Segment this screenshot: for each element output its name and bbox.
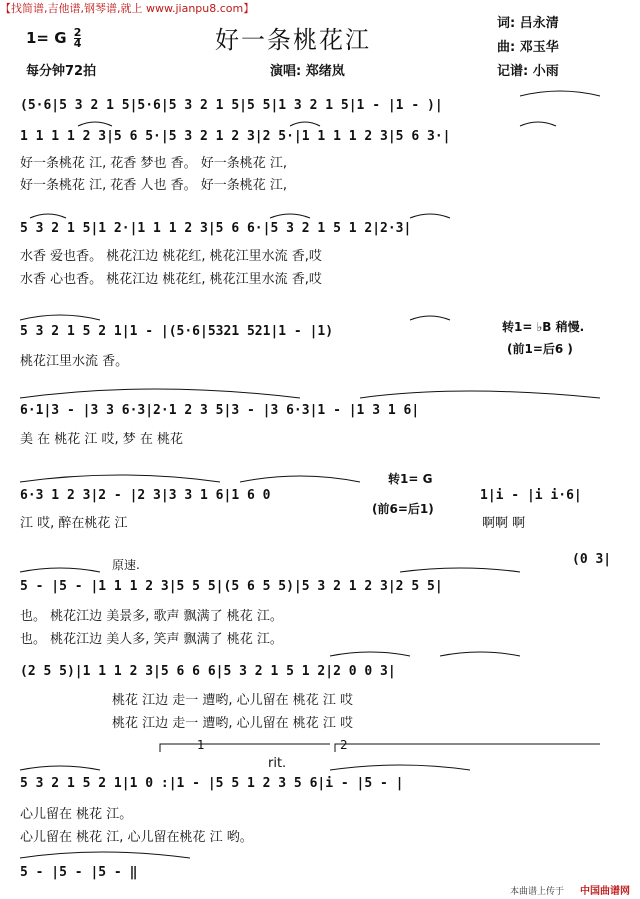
lyrics-row-8-verse-2: 心儿留在 桃花 江, 心儿留在桃花 江 哟。	[20, 830, 253, 845]
key-change-annotation: 转1= ♭B 稍慢.	[502, 320, 585, 334]
lyrics-row-4: 美 在 桃花 江 哎, 梦 在 桃花	[20, 432, 184, 447]
notation-row-0: (5·6|5 3 2 1 5|5·6|5 3 2 1 5|5 5|1 3 2 1 5|1 - |1 - )|	[20, 98, 443, 113]
key-change-detail: (前1=后6 )	[507, 342, 573, 356]
notation-row-5-tail: 1|i - |i i·6|	[480, 488, 582, 503]
slur-row-6a	[20, 568, 100, 572]
slur-row-9	[20, 852, 190, 858]
notation-row-9: 5 - |5 - |5 - ‖	[20, 865, 138, 880]
banner-link-jianpu[interactable]: 找简谱	[11, 2, 44, 15]
slur-row-4b	[360, 391, 600, 398]
site-logo: 中国曲谱网	[580, 886, 630, 897]
slur-row-5b	[240, 476, 360, 482]
notation-row-2: 5 3 2 1 5|1 2·|1 1 1 2 3|5 6 6·|5 3 2 1 5 1 2|2·3|	[20, 221, 412, 236]
lyrics-row-5-tail: 啊啊 啊	[482, 516, 526, 531]
lyrics-row-7-verse-2: 桃花 江边 走一 遭哟, 心儿留在 桃花 江 哎	[112, 716, 354, 731]
lyrics-row-1-verse-1: 好一条桃花 江, 花香 梦也 香。 好一条桃花 江,	[20, 156, 288, 171]
lyrics-row-3: 桃花江里水流 香。	[20, 354, 129, 369]
tempo-resume-annotation: 原速.	[112, 558, 140, 572]
slur-row-4a	[20, 389, 300, 398]
lyrics-row-6-verse-1: 也。 桃花江边 美景多, 歌声 飘满了 桃花 江。	[20, 609, 283, 624]
slur-row-1b	[290, 122, 320, 126]
notation-row-6: 5 - |5 - |1 1 1 2 3|5 5 5|(5 6 5 5)|5 3 2 1 2 3|2 5 5|	[20, 579, 443, 594]
notation-row-5: 6·3 1 2 3|2 - |2 3|3 3 1 6|1 6 0	[20, 488, 271, 503]
pickup-notes: (0 3|	[572, 552, 612, 567]
volta-2-label: 2	[340, 738, 348, 752]
slur-row-3b	[410, 316, 450, 320]
lyrics-row-5: 江 哎, 醉在桃花 江	[20, 516, 128, 531]
ritardando-mark: rit.	[268, 756, 287, 771]
key-text: 1= G	[26, 29, 67, 47]
site-banner: 【找简谱,吉他谱,钢琴谱,就上 www.jianpu8.com】	[0, 2, 255, 15]
slur-row-7b	[440, 652, 520, 656]
banner-link-piano[interactable]: 钢琴谱	[84, 2, 117, 15]
transcriber: 记谱: 小雨	[497, 64, 559, 79]
banner-link-guitar[interactable]: 吉他谱	[47, 2, 81, 15]
slur-row-5a	[20, 475, 220, 482]
lyrics-row-2-verse-1: 水香 爱也香。 桃花江边 桃花红, 桃花江里水流 香,哎	[20, 249, 322, 264]
slur-row-2c	[410, 214, 450, 218]
key-change-annotation-2: 转1= G	[388, 472, 433, 486]
banner-suffix: 】	[243, 2, 255, 15]
key-signature	[26, 28, 81, 49]
time-numerator: 2	[73, 26, 82, 39]
notation-row-8: 5 3 2 1 5 2 1|1 0 :|1 - |5 5 1 2 3 5 6|i - |5 - |	[20, 776, 404, 791]
slur-row-8a	[20, 766, 100, 770]
upload-note: 本曲谱上传于	[510, 887, 565, 897]
slur-row-8b	[330, 765, 470, 770]
time-denominator: 4	[73, 37, 82, 50]
lyrics-row-7-verse-1: 桃花 江边 走一 遭哟, 心儿留在 桃花 江 哎	[112, 693, 354, 708]
lyrics-row-6-verse-2: 也。 桃花江边 美人多, 笑声 飘满了 桃花 江。	[20, 632, 283, 647]
lyrics-row-2-verse-2: 水香 心也香。 桃花江边 桃花红, 桃花江里水流 香,哎	[20, 272, 322, 287]
slur-row-2a	[30, 214, 66, 218]
tempo: 每分钟72拍	[26, 64, 97, 79]
slur-row-6b	[400, 568, 520, 572]
banner-url[interactable]: www.jianpu8.com	[146, 2, 244, 15]
slur-row-3a	[20, 315, 100, 320]
song-title: 好一条桃花江	[215, 26, 371, 54]
slur-row-1c	[520, 122, 556, 126]
slur-row-2b	[270, 214, 310, 218]
slur-row-0	[520, 91, 600, 96]
singer: 演唱: 郑绪岚	[270, 64, 345, 79]
notation-row-4: 6·1|3 - |3 3 6·3|2·1 2 3 5|3 - |3 6·3|1 - |1 3 1 6|	[20, 403, 420, 418]
lyricist: 词: 吕永清	[497, 16, 559, 31]
slur-row-1a	[78, 122, 112, 126]
banner-prefix: 【	[0, 2, 11, 15]
composer: 曲: 邓玉华	[497, 40, 559, 55]
lyrics-row-1-verse-2: 好一条桃花 江, 花香 人也 香。 好一条桃花 江,	[20, 178, 288, 193]
lyrics-row-8-verse-1: 心儿留在 桃花 江。	[20, 807, 133, 822]
volta-2-bracket	[335, 744, 600, 752]
slur-row-7a	[330, 652, 410, 656]
volta-1-label: 1	[197, 738, 205, 752]
key-change-detail-2: (前6=后1)	[372, 502, 434, 516]
notation-row-1: 1 1 1 1 2 3|5 6 5·|5 3 2 1 2 3|2 5·|1 1 1 1 2 3|5 6 3·|	[20, 129, 451, 144]
time-signature	[74, 28, 82, 49]
banner-text-jiushang: 就上	[120, 2, 143, 15]
notation-row-7: (2 5 5)|1 1 1 2 3|5 6 6 6|5 3 2 1 5 1 2|2 0 0 3|	[20, 664, 396, 679]
notation-row-3: 5 3 2 1 5 2 1|1 - |(5·6|5321 521|1 - |1)	[20, 324, 334, 339]
volta-1-bracket	[160, 744, 330, 752]
